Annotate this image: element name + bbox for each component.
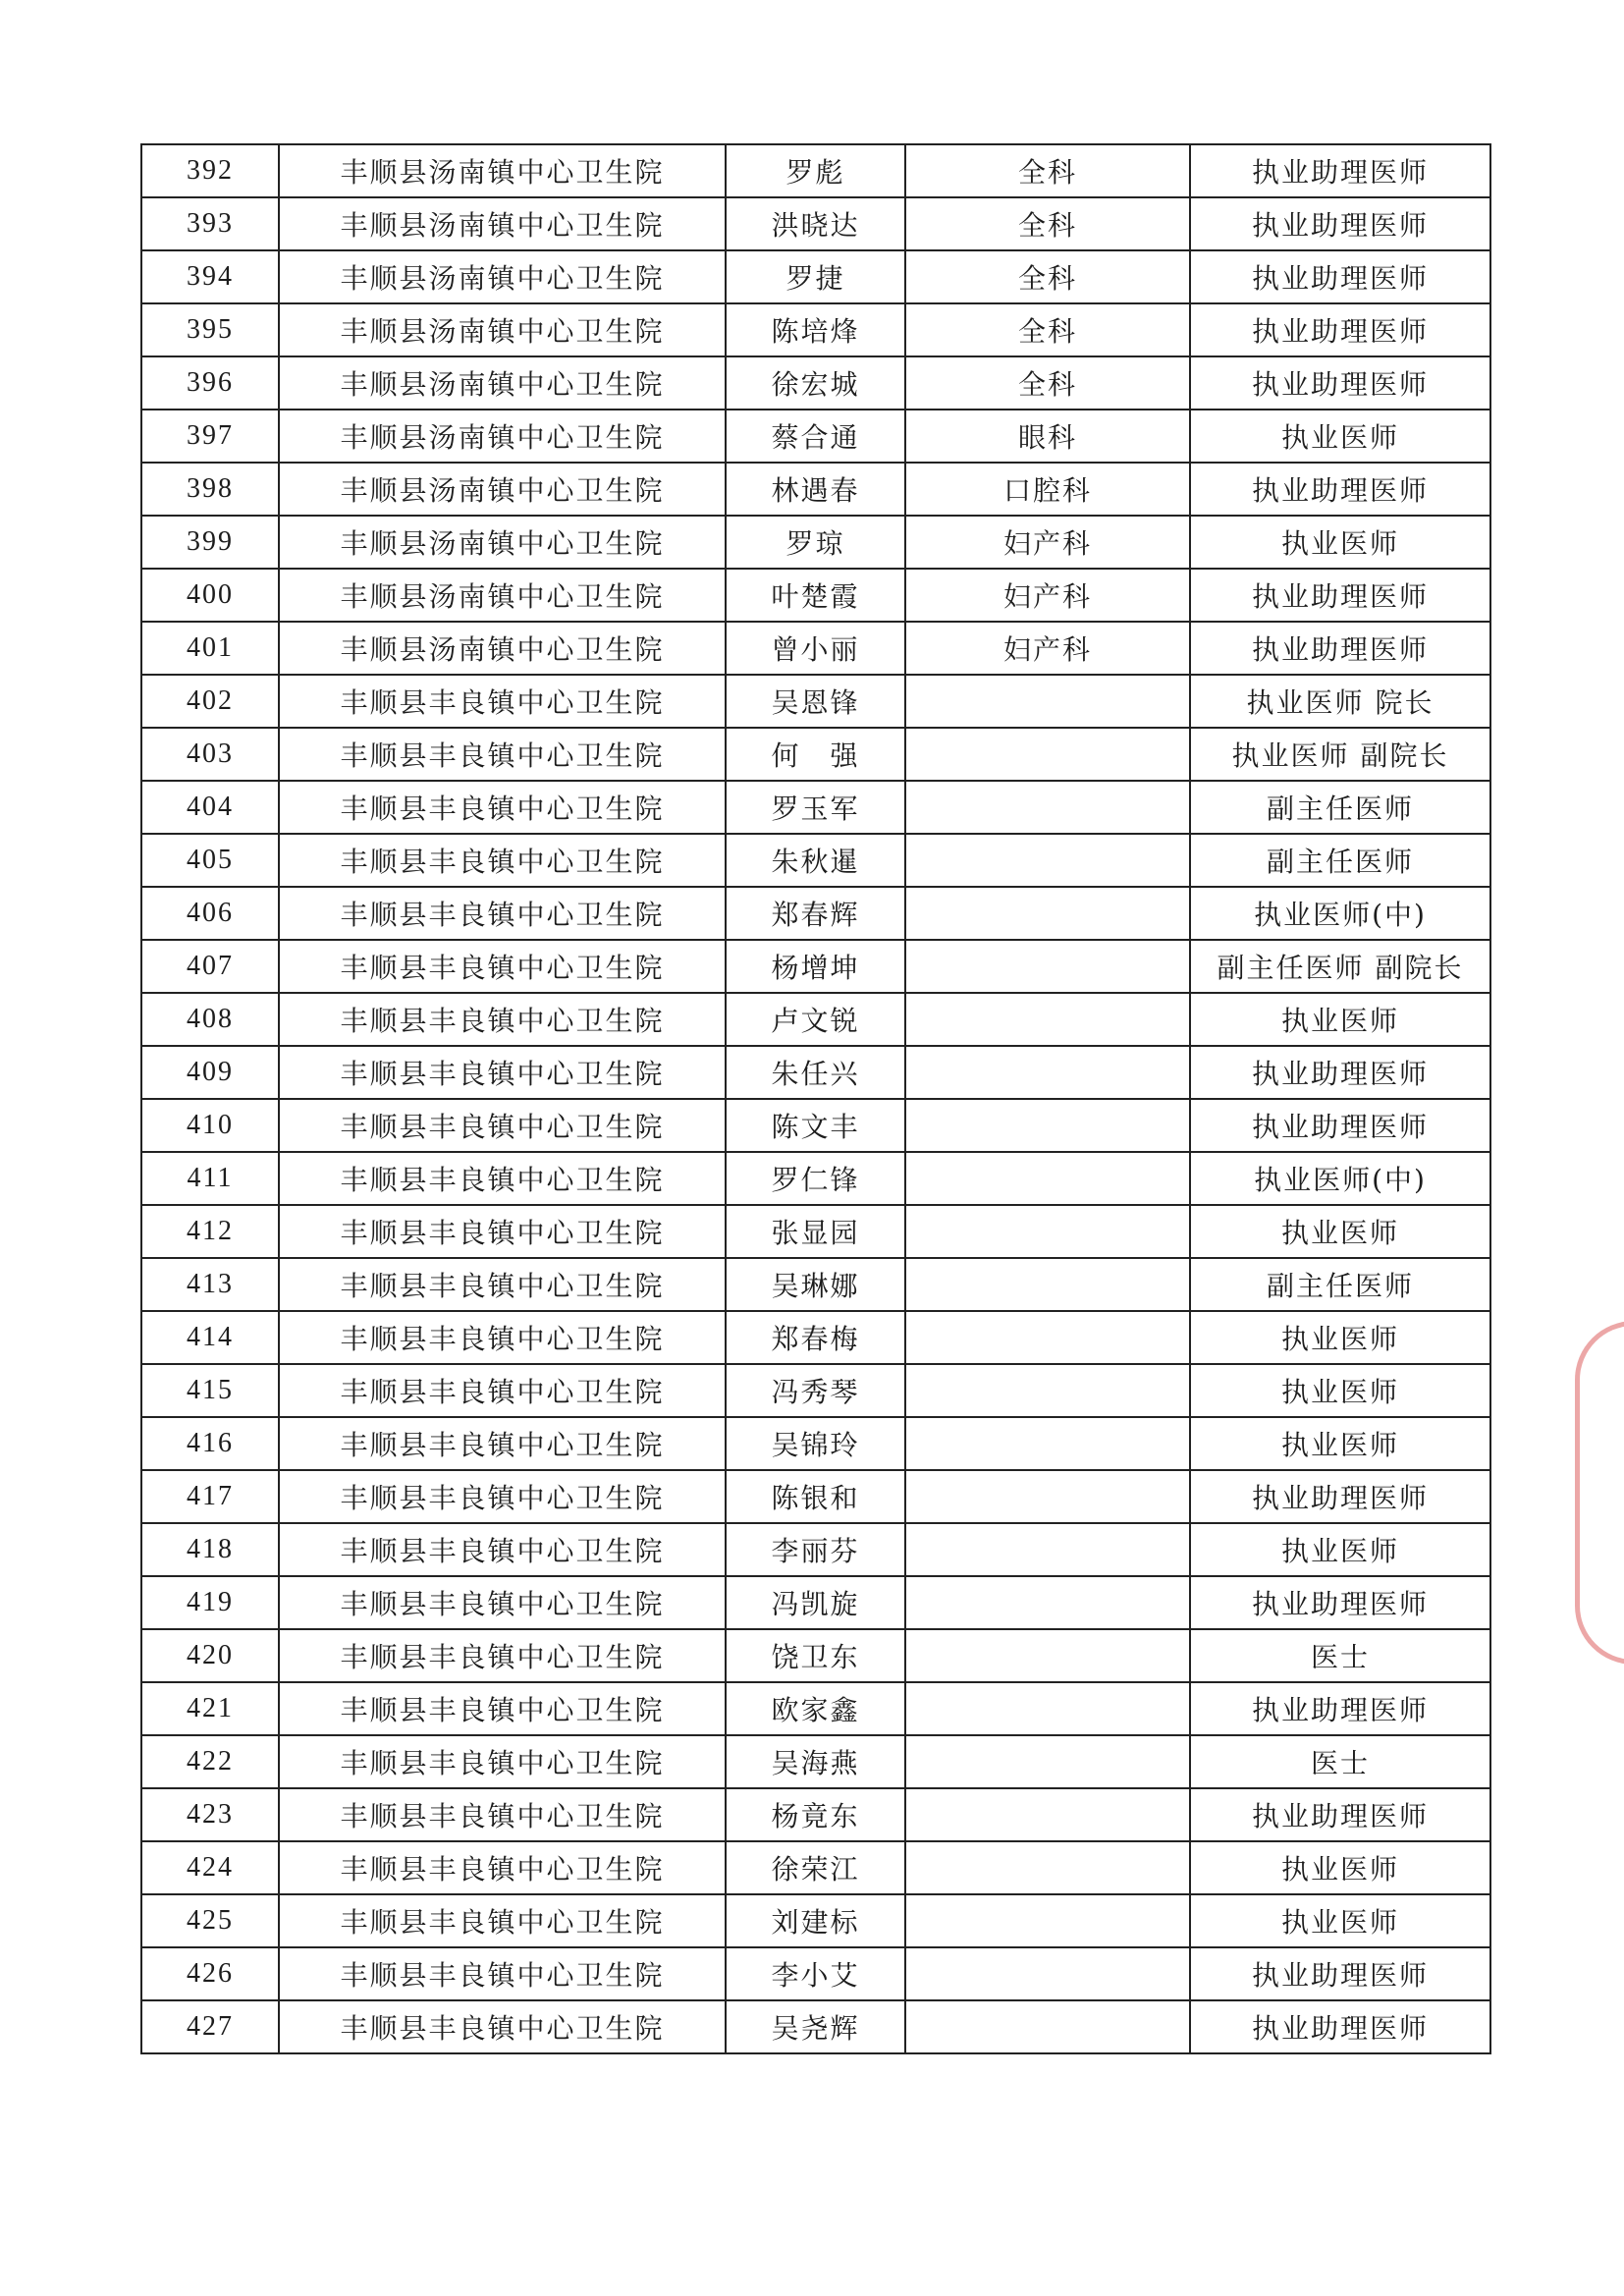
professional-title-cell: 副主任医师 [1190, 1258, 1490, 1311]
department-cell: 妇产科 [905, 516, 1190, 569]
table-row [141, 1629, 1490, 1682]
unit-name-cell: 丰顺县汤南镇中心卫生院 [279, 197, 726, 250]
row-number-cell: 421 [141, 1682, 279, 1735]
table-row [141, 410, 1490, 463]
row-number-cell: 394 [141, 250, 279, 303]
unit-name-cell: 丰顺县丰良镇中心卫生院 [279, 1417, 726, 1470]
department-cell [905, 1099, 1190, 1152]
table-row [141, 1894, 1490, 1947]
row-number-cell: 417 [141, 1470, 279, 1523]
department-cell [905, 993, 1190, 1046]
table-row [141, 516, 1490, 569]
row-number-cell: 397 [141, 410, 279, 463]
unit-name-cell: 丰顺县汤南镇中心卫生院 [279, 463, 726, 516]
table-row [141, 675, 1490, 728]
person-name-cell: 罗彪 [726, 144, 905, 197]
unit-name-cell: 丰顺县丰良镇中心卫生院 [279, 1735, 726, 1788]
professional-title-cell: 执业助理医师 [1190, 303, 1490, 356]
professional-title-cell: 医士 [1190, 1735, 1490, 1788]
row-number-cell: 410 [141, 1099, 279, 1152]
table-row [141, 303, 1490, 356]
person-name-cell: 陈培烽 [726, 303, 905, 356]
row-number-cell: 415 [141, 1364, 279, 1417]
person-name-cell: 蔡合通 [726, 410, 905, 463]
unit-name-cell: 丰顺县丰良镇中心卫生院 [279, 1841, 726, 1894]
department-cell [905, 1735, 1190, 1788]
table-row [141, 2000, 1490, 2053]
professional-title-cell: 医士 [1190, 1629, 1490, 1682]
unit-name-cell: 丰顺县汤南镇中心卫生院 [279, 303, 726, 356]
professional-title-cell: 执业助理医师 [1190, 1788, 1490, 1841]
table-row [141, 622, 1490, 675]
unit-name-cell: 丰顺县丰良镇中心卫生院 [279, 1470, 726, 1523]
person-name-cell: 郑春梅 [726, 1311, 905, 1364]
professional-title-cell: 执业助理医师 [1190, 2000, 1490, 2053]
row-number-cell: 393 [141, 197, 279, 250]
person-name-cell: 何 强 [726, 728, 905, 781]
person-name-cell: 吴海燕 [726, 1735, 905, 1788]
table-row [141, 197, 1490, 250]
department-cell [905, 1894, 1190, 1947]
unit-name-cell: 丰顺县丰良镇中心卫生院 [279, 1576, 726, 1629]
table-row [141, 1947, 1490, 2000]
department-cell [905, 1576, 1190, 1629]
person-name-cell: 叶楚霞 [726, 569, 905, 622]
table-row [141, 1470, 1490, 1523]
table-row [141, 1417, 1490, 1470]
person-name-cell: 林遇春 [726, 463, 905, 516]
table-row [141, 144, 1490, 197]
table-row [141, 463, 1490, 516]
unit-name-cell: 丰顺县汤南镇中心卫生院 [279, 569, 726, 622]
unit-name-cell: 丰顺县丰良镇中心卫生院 [279, 1205, 726, 1258]
department-cell: 全科 [905, 356, 1190, 410]
person-name-cell: 卢文锐 [726, 993, 905, 1046]
professional-title-cell: 执业助理医师 [1190, 569, 1490, 622]
department-cell [905, 1947, 1190, 2000]
staff-roster-table [140, 143, 1491, 2054]
unit-name-cell: 丰顺县丰良镇中心卫生院 [279, 1152, 726, 1205]
roster-body [141, 144, 1490, 2053]
department-cell: 妇产科 [905, 622, 1190, 675]
unit-name-cell: 丰顺县丰良镇中心卫生院 [279, 675, 726, 728]
person-name-cell: 刘建标 [726, 1894, 905, 1947]
unit-name-cell: 丰顺县丰良镇中心卫生院 [279, 1788, 726, 1841]
person-name-cell: 冯秀琴 [726, 1364, 905, 1417]
professional-title-cell: 执业医师(中) [1190, 1152, 1490, 1205]
department-cell: 全科 [905, 197, 1190, 250]
table-row [141, 1788, 1490, 1841]
unit-name-cell: 丰顺县丰良镇中心卫生院 [279, 834, 726, 887]
table-row [141, 781, 1490, 834]
person-name-cell: 朱秋暹 [726, 834, 905, 887]
unit-name-cell: 丰顺县汤南镇中心卫生院 [279, 622, 726, 675]
table-row [141, 993, 1490, 1046]
row-number-cell: 409 [141, 1046, 279, 1099]
unit-name-cell: 丰顺县丰良镇中心卫生院 [279, 728, 726, 781]
professional-title-cell: 执业助理医师 [1190, 1947, 1490, 2000]
row-number-cell: 416 [141, 1417, 279, 1470]
table-row [141, 940, 1490, 993]
professional-title-cell: 执业助理医师 [1190, 197, 1490, 250]
professional-title-cell: 执业医师 [1190, 1311, 1490, 1364]
table-row [141, 1576, 1490, 1629]
department-cell [905, 1046, 1190, 1099]
professional-title-cell: 执业医师 [1190, 410, 1490, 463]
table-row [141, 250, 1490, 303]
table-row [141, 1841, 1490, 1894]
unit-name-cell: 丰顺县汤南镇中心卫生院 [279, 144, 726, 197]
table-row [141, 569, 1490, 622]
person-name-cell: 吴恩锋 [726, 675, 905, 728]
person-name-cell: 李丽芬 [726, 1523, 905, 1576]
department-cell [905, 781, 1190, 834]
professional-title-cell: 执业医师 院长 [1190, 675, 1490, 728]
table-row [141, 834, 1490, 887]
department-cell [905, 1841, 1190, 1894]
unit-name-cell: 丰顺县汤南镇中心卫生院 [279, 516, 726, 569]
professional-title-cell: 执业医师 [1190, 1417, 1490, 1470]
professional-title-cell: 副主任医师 [1190, 781, 1490, 834]
row-number-cell: 413 [141, 1258, 279, 1311]
unit-name-cell: 丰顺县丰良镇中心卫生院 [279, 1682, 726, 1735]
table-row [141, 356, 1490, 410]
department-cell [905, 1258, 1190, 1311]
department-cell [905, 834, 1190, 887]
table-row [141, 1258, 1490, 1311]
unit-name-cell: 丰顺县丰良镇中心卫生院 [279, 1947, 726, 2000]
unit-name-cell: 丰顺县丰良镇中心卫生院 [279, 993, 726, 1046]
person-name-cell: 徐荣江 [726, 1841, 905, 1894]
row-number-cell: 426 [141, 1947, 279, 2000]
department-cell: 口腔科 [905, 463, 1190, 516]
person-name-cell: 罗仁锋 [726, 1152, 905, 1205]
unit-name-cell: 丰顺县丰良镇中心卫生院 [279, 1311, 726, 1364]
person-name-cell: 罗玉军 [726, 781, 905, 834]
person-name-cell: 罗琼 [726, 516, 905, 569]
table-row [141, 887, 1490, 940]
table-row [141, 1311, 1490, 1364]
unit-name-cell: 丰顺县丰良镇中心卫生院 [279, 1629, 726, 1682]
table-row [141, 1523, 1490, 1576]
professional-title-cell: 执业医师 副院长 [1190, 728, 1490, 781]
row-number-cell: 398 [141, 463, 279, 516]
professional-title-cell: 副主任医师 副院长 [1190, 940, 1490, 993]
row-number-cell: 395 [141, 303, 279, 356]
unit-name-cell: 丰顺县丰良镇中心卫生院 [279, 1099, 726, 1152]
department-cell [905, 1364, 1190, 1417]
row-number-cell: 411 [141, 1152, 279, 1205]
red-seal-stamp [1575, 1321, 1624, 1665]
unit-name-cell: 丰顺县汤南镇中心卫生院 [279, 410, 726, 463]
professional-title-cell: 执业医师(中) [1190, 887, 1490, 940]
row-number-cell: 412 [141, 1205, 279, 1258]
person-name-cell: 朱任兴 [726, 1046, 905, 1099]
row-number-cell: 423 [141, 1788, 279, 1841]
row-number-cell: 403 [141, 728, 279, 781]
department-cell [905, 675, 1190, 728]
person-name-cell: 徐宏城 [726, 356, 905, 410]
person-name-cell: 吴琳娜 [726, 1258, 905, 1311]
row-number-cell: 405 [141, 834, 279, 887]
row-number-cell: 422 [141, 1735, 279, 1788]
department-cell [905, 1629, 1190, 1682]
person-name-cell: 曾小丽 [726, 622, 905, 675]
person-name-cell: 冯凯旋 [726, 1576, 905, 1629]
person-name-cell: 杨增坤 [726, 940, 905, 993]
unit-name-cell: 丰顺县丰良镇中心卫生院 [279, 1364, 726, 1417]
professional-title-cell: 执业助理医师 [1190, 1099, 1490, 1152]
row-number-cell: 400 [141, 569, 279, 622]
row-number-cell: 427 [141, 2000, 279, 2053]
table-row [141, 1735, 1490, 1788]
department-cell [905, 2000, 1190, 2053]
row-number-cell: 399 [141, 516, 279, 569]
department-cell [905, 1152, 1190, 1205]
department-cell: 全科 [905, 303, 1190, 356]
professional-title-cell: 执业医师 [1190, 1205, 1490, 1258]
department-cell [905, 1523, 1190, 1576]
unit-name-cell: 丰顺县汤南镇中心卫生院 [279, 356, 726, 410]
row-number-cell: 401 [141, 622, 279, 675]
row-number-cell: 402 [141, 675, 279, 728]
person-name-cell: 张显园 [726, 1205, 905, 1258]
table-row [141, 1152, 1490, 1205]
professional-title-cell: 执业助理医师 [1190, 463, 1490, 516]
row-number-cell: 425 [141, 1894, 279, 1947]
unit-name-cell: 丰顺县丰良镇中心卫生院 [279, 2000, 726, 2053]
professional-title-cell: 执业医师 [1190, 1894, 1490, 1947]
person-name-cell: 李小艾 [726, 1947, 905, 2000]
row-number-cell: 419 [141, 1576, 279, 1629]
professional-title-cell: 执业助理医师 [1190, 1470, 1490, 1523]
unit-name-cell: 丰顺县丰良镇中心卫生院 [279, 940, 726, 993]
unit-name-cell: 丰顺县丰良镇中心卫生院 [279, 887, 726, 940]
department-cell [905, 1788, 1190, 1841]
person-name-cell: 杨竟东 [726, 1788, 905, 1841]
professional-title-cell: 执业助理医师 [1190, 250, 1490, 303]
table-row [141, 1099, 1490, 1152]
unit-name-cell: 丰顺县丰良镇中心卫生院 [279, 1258, 726, 1311]
row-number-cell: 418 [141, 1523, 279, 1576]
professional-title-cell: 执业医师 [1190, 1364, 1490, 1417]
person-name-cell: 陈银和 [726, 1470, 905, 1523]
department-cell [905, 940, 1190, 993]
department-cell [905, 1205, 1190, 1258]
person-name-cell: 罗捷 [726, 250, 905, 303]
unit-name-cell: 丰顺县丰良镇中心卫生院 [279, 781, 726, 834]
table-row [141, 1205, 1490, 1258]
professional-title-cell: 执业助理医师 [1190, 1576, 1490, 1629]
row-number-cell: 420 [141, 1629, 279, 1682]
person-name-cell: 郑春辉 [726, 887, 905, 940]
row-number-cell: 414 [141, 1311, 279, 1364]
department-cell [905, 1682, 1190, 1735]
row-number-cell: 392 [141, 144, 279, 197]
person-name-cell: 洪晓达 [726, 197, 905, 250]
professional-title-cell: 执业医师 [1190, 516, 1490, 569]
department-cell [905, 1311, 1190, 1364]
professional-title-cell: 执业医师 [1190, 1523, 1490, 1576]
professional-title-cell: 执业助理医师 [1190, 1682, 1490, 1735]
department-cell [905, 1470, 1190, 1523]
row-number-cell: 407 [141, 940, 279, 993]
department-cell [905, 728, 1190, 781]
department-cell [905, 1417, 1190, 1470]
professional-title-cell: 执业助理医师 [1190, 622, 1490, 675]
table-row [141, 1046, 1490, 1099]
department-cell: 眼科 [905, 410, 1190, 463]
row-number-cell: 408 [141, 993, 279, 1046]
table-row [141, 728, 1490, 781]
person-name-cell: 欧家鑫 [726, 1682, 905, 1735]
unit-name-cell: 丰顺县丰良镇中心卫生院 [279, 1046, 726, 1099]
professional-title-cell: 执业医师 [1190, 993, 1490, 1046]
professional-title-cell: 副主任医师 [1190, 834, 1490, 887]
row-number-cell: 424 [141, 1841, 279, 1894]
table-row [141, 1682, 1490, 1735]
department-cell: 全科 [905, 144, 1190, 197]
professional-title-cell: 执业助理医师 [1190, 144, 1490, 197]
row-number-cell: 406 [141, 887, 279, 940]
professional-title-cell: 执业助理医师 [1190, 1046, 1490, 1099]
unit-name-cell: 丰顺县丰良镇中心卫生院 [279, 1523, 726, 1576]
unit-name-cell: 丰顺县汤南镇中心卫生院 [279, 250, 726, 303]
person-name-cell: 陈文丰 [726, 1099, 905, 1152]
department-cell [905, 887, 1190, 940]
professional-title-cell: 执业助理医师 [1190, 356, 1490, 410]
person-name-cell: 饶卫东 [726, 1629, 905, 1682]
row-number-cell: 404 [141, 781, 279, 834]
person-name-cell: 吴锦玲 [726, 1417, 905, 1470]
unit-name-cell: 丰顺县丰良镇中心卫生院 [279, 1894, 726, 1947]
row-number-cell: 396 [141, 356, 279, 410]
person-name-cell: 吴尧辉 [726, 2000, 905, 2053]
table-row [141, 1364, 1490, 1417]
professional-title-cell: 执业医师 [1190, 1841, 1490, 1894]
department-cell: 全科 [905, 250, 1190, 303]
department-cell: 妇产科 [905, 569, 1190, 622]
